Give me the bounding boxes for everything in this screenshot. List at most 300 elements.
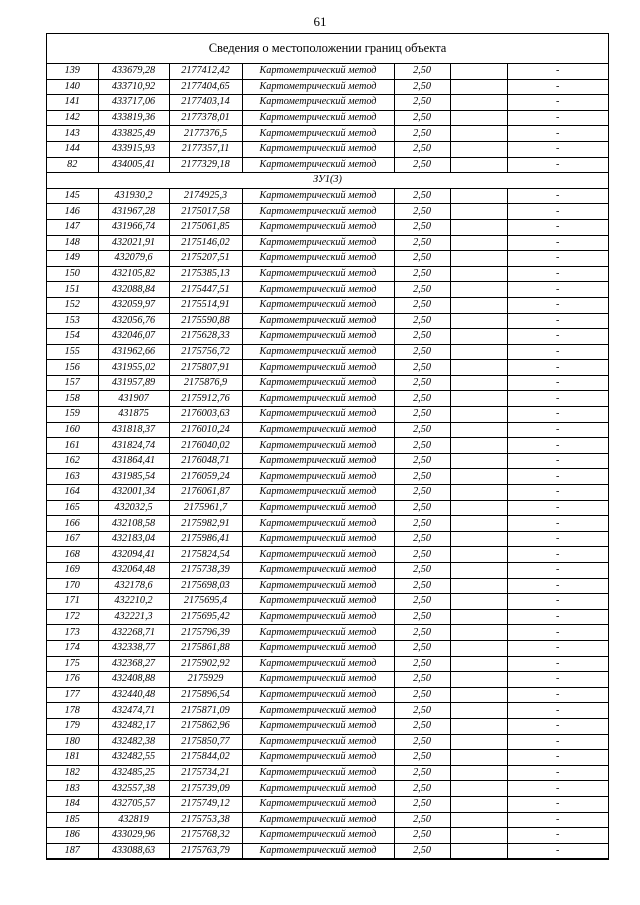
method-cell: Картометрический метод <box>242 282 394 298</box>
description-cell: - <box>507 672 608 688</box>
y-coordinate-cell: 2175207,51 <box>169 251 242 267</box>
method-cell: Картометрический метод <box>242 126 394 142</box>
point-number-cell: 173 <box>47 625 98 641</box>
accuracy-cell: 2,50 <box>394 282 450 298</box>
extra-cell <box>450 796 507 812</box>
point-number-cell: 179 <box>47 718 98 734</box>
table-row <box>47 547 608 563</box>
description-cell: - <box>507 64 608 79</box>
point-number-cell: 183 <box>47 781 98 797</box>
point-number-cell: 182 <box>47 765 98 781</box>
accuracy-cell: 2,50 <box>394 422 450 438</box>
x-coordinate-cell: 433679,28 <box>98 64 169 79</box>
accuracy-cell: 2,50 <box>394 594 450 610</box>
extra-cell <box>450 609 507 625</box>
point-number-cell: 140 <box>47 79 98 95</box>
accuracy-cell: 2,50 <box>394 796 450 812</box>
table-row <box>47 578 608 594</box>
extra-cell <box>450 266 507 282</box>
y-coordinate-cell: 2175514,91 <box>169 297 242 313</box>
description-cell: - <box>507 718 608 734</box>
x-coordinate-cell: 431985,54 <box>98 469 169 485</box>
accuracy-cell: 2,50 <box>394 79 450 95</box>
accuracy-cell: 2,50 <box>394 360 450 376</box>
x-coordinate-cell: 433717,06 <box>98 95 169 111</box>
description-cell: - <box>507 578 608 594</box>
accuracy-cell: 2,50 <box>394 672 450 688</box>
extra-cell <box>450 718 507 734</box>
y-coordinate-cell: 2177404,65 <box>169 79 242 95</box>
extra-cell <box>450 438 507 454</box>
description-cell: - <box>507 204 608 220</box>
extra-cell <box>450 422 507 438</box>
description-cell: - <box>507 297 608 313</box>
x-coordinate-cell: 432368,27 <box>98 656 169 672</box>
table-row <box>47 188 608 204</box>
table-row <box>47 95 608 111</box>
point-number-cell: 157 <box>47 375 98 391</box>
table-row <box>47 422 608 438</box>
y-coordinate-cell: 2175768,32 <box>169 828 242 844</box>
description-cell: - <box>507 375 608 391</box>
description-cell: - <box>507 656 608 672</box>
y-coordinate-cell: 2176061,87 <box>169 485 242 501</box>
point-number-cell: 161 <box>47 438 98 454</box>
accuracy-cell: 2,50 <box>394 718 450 734</box>
table-row <box>47 828 608 844</box>
description-cell: - <box>507 547 608 563</box>
point-number-cell: 151 <box>47 282 98 298</box>
accuracy-cell: 2,50 <box>394 110 450 126</box>
table-row <box>47 485 608 501</box>
y-coordinate-cell: 2175695,4 <box>169 594 242 610</box>
point-number-cell: 187 <box>47 843 98 859</box>
accuracy-cell: 2,50 <box>394 547 450 563</box>
table-row <box>47 204 608 220</box>
method-cell: Картометрический метод <box>242 251 394 267</box>
extra-cell <box>450 563 507 579</box>
method-cell: Картометрический метод <box>242 843 394 859</box>
method-cell: Картометрический метод <box>242 79 394 95</box>
description-cell: - <box>507 500 608 516</box>
method-cell: Картометрический метод <box>242 578 394 594</box>
point-number-cell: 159 <box>47 407 98 423</box>
table-row <box>47 141 608 157</box>
accuracy-cell: 2,50 <box>394 500 450 516</box>
extra-cell <box>450 110 507 126</box>
y-coordinate-cell: 2175756,72 <box>169 344 242 360</box>
x-coordinate-cell: 433088,63 <box>98 843 169 859</box>
extra-cell <box>450 640 507 656</box>
point-number-cell: 175 <box>47 656 98 672</box>
table-row <box>47 219 608 235</box>
extra-cell <box>450 126 507 142</box>
accuracy-cell: 2,50 <box>394 469 450 485</box>
description-cell: - <box>507 438 608 454</box>
x-coordinate-cell: 431962,66 <box>98 344 169 360</box>
table-row <box>47 563 608 579</box>
extra-cell <box>450 531 507 547</box>
page-number: 61 <box>313 14 327 29</box>
point-number-cell: 180 <box>47 734 98 750</box>
point-number-cell: 169 <box>47 563 98 579</box>
x-coordinate-cell: 432059,97 <box>98 297 169 313</box>
description-cell: - <box>507 126 608 142</box>
table-row <box>47 329 608 345</box>
accuracy-cell: 2,50 <box>394 126 450 142</box>
y-coordinate-cell: 2175385,13 <box>169 266 242 282</box>
accuracy-cell: 2,50 <box>394 687 450 703</box>
accuracy-cell: 2,50 <box>394 375 450 391</box>
method-cell: Картометрический метод <box>242 313 394 329</box>
point-number-cell: 170 <box>47 578 98 594</box>
method-cell: Картометрический метод <box>242 734 394 750</box>
extra-cell <box>450 828 507 844</box>
description-cell: - <box>507 360 608 376</box>
accuracy-cell: 2,50 <box>394 453 450 469</box>
table-row <box>47 656 608 672</box>
description-cell: - <box>507 734 608 750</box>
method-cell: Картометрический метод <box>242 235 394 251</box>
method-cell: Картометрический метод <box>242 828 394 844</box>
x-coordinate-cell: 432482,55 <box>98 750 169 766</box>
table-row <box>47 640 608 656</box>
x-coordinate-cell: 432178,6 <box>98 578 169 594</box>
description-cell: - <box>507 812 608 828</box>
method-cell: Картометрический метод <box>242 204 394 220</box>
accuracy-cell: 2,50 <box>394 843 450 859</box>
y-coordinate-cell: 2177329,18 <box>169 157 242 173</box>
y-coordinate-cell: 2175929 <box>169 672 242 688</box>
method-cell: Картометрический метод <box>242 640 394 656</box>
extra-cell <box>450 703 507 719</box>
extra-cell <box>450 687 507 703</box>
rows-before-section <box>47 64 608 173</box>
accuracy-cell: 2,50 <box>394 329 450 345</box>
table-row <box>47 687 608 703</box>
accuracy-cell: 2,50 <box>394 251 450 267</box>
method-cell: Картометрический метод <box>242 469 394 485</box>
y-coordinate-cell: 2175698,03 <box>169 578 242 594</box>
extra-cell <box>450 469 507 485</box>
x-coordinate-cell: 432474,71 <box>98 703 169 719</box>
method-cell: Картометрический метод <box>242 812 394 828</box>
x-coordinate-cell: 433710,92 <box>98 79 169 95</box>
method-cell: Картометрический метод <box>242 625 394 641</box>
extra-cell <box>450 734 507 750</box>
point-number-cell: 146 <box>47 204 98 220</box>
point-number-cell: 158 <box>47 391 98 407</box>
y-coordinate-cell: 2175861,88 <box>169 640 242 656</box>
method-cell: Картометрический метод <box>242 141 394 157</box>
table-row <box>47 734 608 750</box>
accuracy-cell: 2,50 <box>394 750 450 766</box>
extra-cell <box>450 297 507 313</box>
method-cell: Картометрический метод <box>242 157 394 173</box>
point-number-cell: 152 <box>47 297 98 313</box>
x-coordinate-cell: 432064,48 <box>98 563 169 579</box>
y-coordinate-cell: 2175749,12 <box>169 796 242 812</box>
method-cell: Картометрический метод <box>242 594 394 610</box>
table-row <box>47 796 608 812</box>
boundary-table-frame <box>46 33 609 860</box>
accuracy-cell: 2,50 <box>394 703 450 719</box>
point-number-cell: 185 <box>47 812 98 828</box>
point-number-cell: 144 <box>47 141 98 157</box>
point-number-cell: 160 <box>47 422 98 438</box>
y-coordinate-cell: 2175753,38 <box>169 812 242 828</box>
point-number-cell: 154 <box>47 329 98 345</box>
table-row <box>47 407 608 423</box>
accuracy-cell: 2,50 <box>394 781 450 797</box>
method-cell: Картометрический метод <box>242 297 394 313</box>
description-cell: - <box>507 453 608 469</box>
point-number-cell: 147 <box>47 219 98 235</box>
table-row <box>47 765 608 781</box>
accuracy-cell: 2,50 <box>394 828 450 844</box>
method-cell: Картометрический метод <box>242 687 394 703</box>
accuracy-cell: 2,50 <box>394 407 450 423</box>
method-cell: Картометрический метод <box>242 703 394 719</box>
description-cell: - <box>507 407 608 423</box>
y-coordinate-cell: 2177378,01 <box>169 110 242 126</box>
extra-cell <box>450 500 507 516</box>
point-number-cell: 181 <box>47 750 98 766</box>
accuracy-cell: 2,50 <box>394 563 450 579</box>
accuracy-cell: 2,50 <box>394 219 450 235</box>
table-row <box>47 126 608 142</box>
y-coordinate-cell: 2177403,14 <box>169 95 242 111</box>
method-cell: Картометрический метод <box>242 453 394 469</box>
x-coordinate-cell: 431957,89 <box>98 375 169 391</box>
x-coordinate-cell: 432094,41 <box>98 547 169 563</box>
extra-cell <box>450 235 507 251</box>
x-coordinate-cell: 432032,5 <box>98 500 169 516</box>
y-coordinate-cell: 2174925,3 <box>169 188 242 204</box>
method-cell: Картометрический метод <box>242 329 394 345</box>
y-coordinate-cell: 2175739,09 <box>169 781 242 797</box>
accuracy-cell: 2,50 <box>394 188 450 204</box>
extra-cell <box>450 781 507 797</box>
extra-cell <box>450 251 507 267</box>
extra-cell <box>450 95 507 111</box>
y-coordinate-cell: 2175017,58 <box>169 204 242 220</box>
accuracy-cell: 2,50 <box>394 235 450 251</box>
method-cell: Картометрический метод <box>242 95 394 111</box>
method-cell: Картометрический метод <box>242 438 394 454</box>
x-coordinate-cell: 432001,34 <box>98 485 169 501</box>
method-cell: Картометрический метод <box>242 407 394 423</box>
accuracy-cell: 2,50 <box>394 297 450 313</box>
y-coordinate-cell: 2175896,54 <box>169 687 242 703</box>
point-number-cell: 163 <box>47 469 98 485</box>
x-coordinate-cell: 432705,57 <box>98 796 169 812</box>
description-cell: - <box>507 313 608 329</box>
x-coordinate-cell: 432108,58 <box>98 516 169 532</box>
x-coordinate-cell: 433029,96 <box>98 828 169 844</box>
x-coordinate-cell: 431818,37 <box>98 422 169 438</box>
y-coordinate-cell: 2175763,79 <box>169 843 242 859</box>
table-row <box>47 438 608 454</box>
point-number-cell: 168 <box>47 547 98 563</box>
extra-cell <box>450 79 507 95</box>
coordinates-table <box>47 64 608 859</box>
y-coordinate-cell: 2175061,85 <box>169 219 242 235</box>
description-cell: - <box>507 687 608 703</box>
table-row <box>47 453 608 469</box>
extra-cell <box>450 313 507 329</box>
x-coordinate-cell: 432210,2 <box>98 594 169 610</box>
description-cell: - <box>507 79 608 95</box>
y-coordinate-cell: 2175902,92 <box>169 656 242 672</box>
y-coordinate-cell: 2175982,91 <box>169 516 242 532</box>
y-coordinate-cell: 2175986,41 <box>169 531 242 547</box>
table-row <box>47 375 608 391</box>
table-row <box>47 266 608 282</box>
accuracy-cell: 2,50 <box>394 734 450 750</box>
extra-cell <box>450 188 507 204</box>
accuracy-cell: 2,50 <box>394 95 450 111</box>
y-coordinate-cell: 2177376,5 <box>169 126 242 142</box>
description-cell: - <box>507 469 608 485</box>
description-cell: - <box>507 796 608 812</box>
y-coordinate-cell: 2175912,76 <box>169 391 242 407</box>
description-cell: - <box>507 141 608 157</box>
x-coordinate-cell: 432408,88 <box>98 672 169 688</box>
extra-cell <box>450 516 507 532</box>
method-cell: Картометрический метод <box>242 765 394 781</box>
method-cell: Картометрический метод <box>242 344 394 360</box>
x-coordinate-cell: 432079,6 <box>98 251 169 267</box>
method-cell: Картометрический метод <box>242 188 394 204</box>
extra-cell <box>450 329 507 345</box>
x-coordinate-cell: 431907 <box>98 391 169 407</box>
point-number-cell: 167 <box>47 531 98 547</box>
method-cell: Картометрический метод <box>242 563 394 579</box>
x-coordinate-cell: 433825,49 <box>98 126 169 142</box>
accuracy-cell: 2,50 <box>394 609 450 625</box>
x-coordinate-cell: 431930,2 <box>98 188 169 204</box>
point-number-cell: 186 <box>47 828 98 844</box>
point-number-cell: 172 <box>47 609 98 625</box>
extra-cell <box>450 594 507 610</box>
description-cell: - <box>507 219 608 235</box>
table-row <box>47 251 608 267</box>
method-cell: Картометрический метод <box>242 718 394 734</box>
table-row <box>47 625 608 641</box>
x-coordinate-cell: 431875 <box>98 407 169 423</box>
y-coordinate-cell: 2176059,24 <box>169 469 242 485</box>
description-cell: - <box>507 625 608 641</box>
extra-cell <box>450 344 507 360</box>
point-number-cell: 176 <box>47 672 98 688</box>
table-row <box>47 781 608 797</box>
x-coordinate-cell: 432482,17 <box>98 718 169 734</box>
table-row <box>47 843 608 859</box>
extra-cell <box>450 282 507 298</box>
y-coordinate-cell: 2175695,42 <box>169 609 242 625</box>
x-coordinate-cell: 432056,76 <box>98 313 169 329</box>
accuracy-cell: 2,50 <box>394 157 450 173</box>
point-number-cell: 150 <box>47 266 98 282</box>
accuracy-cell: 2,50 <box>394 625 450 641</box>
extra-cell <box>450 750 507 766</box>
table-row <box>47 516 608 532</box>
x-coordinate-cell: 432338,77 <box>98 640 169 656</box>
y-coordinate-cell: 2177357,11 <box>169 141 242 157</box>
point-number-cell: 171 <box>47 594 98 610</box>
description-cell: - <box>507 750 608 766</box>
point-number-cell: 166 <box>47 516 98 532</box>
extra-cell <box>450 485 507 501</box>
point-number-cell: 155 <box>47 344 98 360</box>
point-number-cell: 165 <box>47 500 98 516</box>
extra-cell <box>450 141 507 157</box>
description-cell: - <box>507 157 608 173</box>
method-cell: Картометрический метод <box>242 531 394 547</box>
table-row <box>47 157 608 173</box>
table-row <box>47 344 608 360</box>
description-cell: - <box>507 609 608 625</box>
method-cell: Картометрический метод <box>242 375 394 391</box>
section-label: ЗУ1(3) <box>47 173 608 189</box>
point-number-cell: 82 <box>47 157 98 173</box>
table-title: Сведения о местоположении границ объекта <box>47 34 608 64</box>
x-coordinate-cell: 432268,71 <box>98 625 169 641</box>
point-number-cell: 148 <box>47 235 98 251</box>
section-row <box>47 173 608 189</box>
table-row <box>47 235 608 251</box>
rows-after-section <box>47 188 608 859</box>
method-cell: Картометрический метод <box>242 422 394 438</box>
description-cell: - <box>507 391 608 407</box>
accuracy-cell: 2,50 <box>394 640 450 656</box>
method-cell: Картометрический метод <box>242 750 394 766</box>
method-cell: Картометрический метод <box>242 485 394 501</box>
y-coordinate-cell: 2175738,39 <box>169 563 242 579</box>
accuracy-cell: 2,50 <box>394 438 450 454</box>
table-row <box>47 718 608 734</box>
description-cell: - <box>507 282 608 298</box>
extra-cell <box>450 672 507 688</box>
point-number-cell: 149 <box>47 251 98 267</box>
x-coordinate-cell: 434005,41 <box>98 157 169 173</box>
method-cell: Картометрический метод <box>242 516 394 532</box>
accuracy-cell: 2,50 <box>394 64 450 79</box>
description-cell: - <box>507 344 608 360</box>
x-coordinate-cell: 433915,93 <box>98 141 169 157</box>
y-coordinate-cell: 2176003,63 <box>169 407 242 423</box>
method-cell: Картометрический метод <box>242 266 394 282</box>
accuracy-cell: 2,50 <box>394 141 450 157</box>
y-coordinate-cell: 2175447,51 <box>169 282 242 298</box>
table-row <box>47 703 608 719</box>
y-coordinate-cell: 2177412,42 <box>169 64 242 79</box>
extra-cell <box>450 578 507 594</box>
y-coordinate-cell: 2176040,02 <box>169 438 242 454</box>
description-cell: - <box>507 329 608 345</box>
y-coordinate-cell: 2175590,88 <box>169 313 242 329</box>
x-coordinate-cell: 432105,82 <box>98 266 169 282</box>
x-coordinate-cell: 432440,48 <box>98 687 169 703</box>
point-number-cell: 177 <box>47 687 98 703</box>
y-coordinate-cell: 2175850,77 <box>169 734 242 750</box>
table-row <box>47 594 608 610</box>
description-cell: - <box>507 485 608 501</box>
point-number-cell: 178 <box>47 703 98 719</box>
table-row <box>47 672 608 688</box>
description-cell: - <box>507 188 608 204</box>
